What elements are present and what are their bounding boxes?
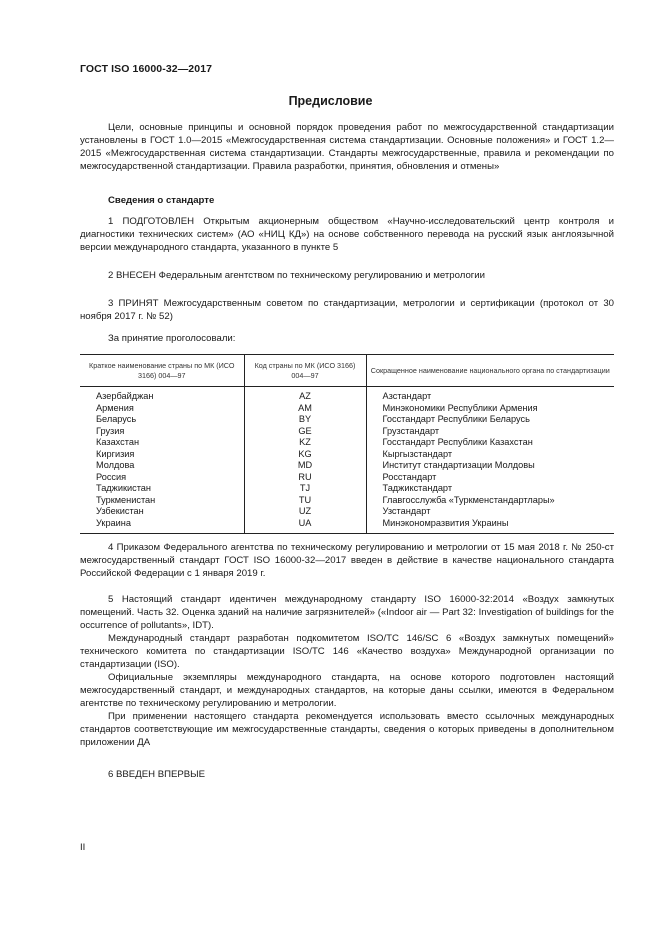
country-code-cell: AZ <box>244 387 366 403</box>
country-code-cell: RU <box>244 472 366 484</box>
country-code-cell: UA <box>244 518 366 534</box>
table-row <box>80 414 614 426</box>
country-code-cell: KG <box>244 449 366 461</box>
table-row <box>80 426 614 438</box>
item-6-paragraph: 6 ВВЕДЕН ВПЕРВЫЕ <box>108 769 206 780</box>
table-body <box>80 387 614 534</box>
table-row <box>80 437 614 449</box>
table-row <box>80 472 614 484</box>
item-1-paragraph: 1 ПОДГОТОВЛЕН Открытым акционерным обществом «Научно-исследовательский центр контроля и диагностики технических систем» (АО «НИЦ КД») на основе собственного перевода на русский язык англоязычной версии международного стандарта, указанного в пункте 5 <box>80 216 614 253</box>
table-row <box>80 403 614 415</box>
column-header-standards-body: Сокращенное наименование национального органа по стандартизации <box>366 355 614 387</box>
country-cell: Украина <box>80 518 244 534</box>
item-4-paragraph: 4 Приказом Федерального агентства по техническому регулированию и метрологии от 15 мая 2018 г. № 250-ст межгосударственный стандарт ГОСТ ISO 16000-32—2017 введен в действие в качестве национального стандарта Российской Федерации с 1 января 2019 г. <box>80 542 614 579</box>
country-code-cell: MD <box>244 460 366 472</box>
country-cell: Таджикистан <box>96 483 151 493</box>
country-cell: Узбекистан <box>96 506 144 516</box>
country-cell: Туркменистан <box>96 494 156 505</box>
item-5-paragraph: 5 Настоящий стандарт идентичен международному стандарту ISO 16000-32:2014 «Воздух замкнутых помещений. Часть 32. Оценка зданий на наличие загрязнителей» («Indoor air — Part 32: Investigation of buildings for the occurrence of pollutants», IDT). <box>80 594 614 631</box>
table-row <box>80 495 614 507</box>
voting-table <box>80 354 614 534</box>
country-cell: Россия <box>96 471 127 482</box>
country-code-cell: KZ <box>244 437 366 449</box>
standards-body-cell: Азстандарт <box>366 387 614 403</box>
standards-body-cell: Кыргызстандарт <box>366 449 614 461</box>
standards-body-cell: Главгосслужба «Туркменстандартлары» <box>366 495 614 507</box>
table-row <box>80 460 614 472</box>
voted-label: За принятие проголосовали: <box>108 333 236 344</box>
column-header-country: Краткое наименование страны по МК (ИСО 3166) 004—97 <box>80 355 244 387</box>
country-cell: Беларусь <box>96 414 137 424</box>
country-code-cell: UZ <box>244 506 366 518</box>
page-title: Предисловие <box>288 94 373 108</box>
item-5-copies-paragraph: Официальные экземпляры международного стандарта, на основе которого подготовлен настоящий межгосударственный стандарт, и международных стандартов, на которые даны ссылки, имеются в Федеральном агентстве по техническому регулированию и метрологии. <box>80 672 614 709</box>
standards-body-cell: Госстандарт Республики Беларусь <box>366 414 614 426</box>
table-row <box>80 518 614 534</box>
standards-body-cell: Узстандарт <box>366 506 614 518</box>
standards-body-cell: Минэкономики Республики Армения <box>366 403 614 415</box>
standards-body-cell: Минэкономразвития Украины <box>366 518 614 534</box>
item-3-paragraph: 3 ПРИНЯТ Межгосударственным советом по стандартизации, метрологии и сертификации (протокол от 30 ноября 2017 г. № 52) <box>80 298 614 322</box>
item-5-subcommittee-paragraph: Международный стандарт разработан подкомитетом ISO/TC 146/SC 6 «Воздух замкнутых помещений» технического комитета по стандартизации ISO/TC 146 «Качество воздуха» Международной организации по стандартизации (ISO). <box>80 633 614 670</box>
intro-paragraph: Цели, основные принципы и основной порядок проведения работ по межгосударственной стандартизации установлены в ГОСТ 1.0—2015 «Межгосударственная система стандартизации. Основные положения» и ГОСТ 1.2—2015 «Межгосударственная система стандартизации. Стандарты межгосударственные, правила и рекомендации по межгосударственной стандартизации. Правила разработки, принятия, обновления и отмены» <box>80 122 614 172</box>
standards-body-cell: Госстандарт Республики Казахстан <box>366 437 614 449</box>
section-heading: Сведения о стандарте <box>108 195 215 206</box>
country-code-cell: BY <box>244 414 366 426</box>
country-code-cell: TU <box>244 495 366 507</box>
table-row <box>80 506 614 518</box>
document-id-header: ГОСТ ISO 16000-32—2017 <box>80 63 213 75</box>
country-code-cell: TJ <box>244 483 366 495</box>
country-cell: Молдова <box>96 460 135 470</box>
standards-body-cell: Грузстандарт <box>366 426 614 438</box>
country-cell: Армения <box>96 402 134 413</box>
country-cell: Киргизия <box>96 448 135 459</box>
page-number: II <box>80 842 86 853</box>
item-2-paragraph: 2 ВНЕСЕН Федеральным агентством по техническому регулированию и метрологии <box>108 270 486 281</box>
table-header-row <box>80 355 614 387</box>
item-5-usage-paragraph: При применении настоящего стандарта рекомендуется использовать вместо ссылочных международных стандартов соответствующие им межгосударственные стандарты, сведения о которых приведены в дополнительном приложении ДА <box>80 711 614 748</box>
standards-body-cell: Институт стандартизации Молдовы <box>366 460 614 472</box>
country-cell: Азербайджан <box>96 391 154 401</box>
column-header-code: Код страны по МК (ИСО 3166) 004—97 <box>244 355 366 387</box>
country-cell: Грузия <box>96 425 125 436</box>
country-code-cell: GE <box>244 426 366 438</box>
table-row <box>80 483 614 495</box>
standards-body-cell: Росстандарт <box>366 472 614 484</box>
standards-body-cell: Таджикстандарт <box>366 483 614 495</box>
table-row <box>80 449 614 461</box>
country-cell: Казахстан <box>96 437 140 447</box>
table-row <box>80 387 614 403</box>
country-code-cell: AM <box>244 403 366 415</box>
